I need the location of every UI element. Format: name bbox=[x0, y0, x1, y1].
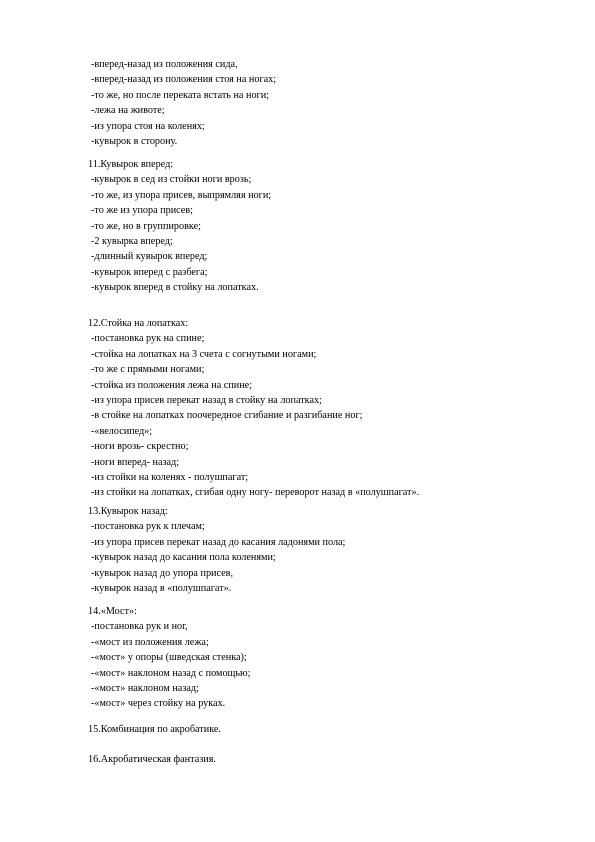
section-heading: 13.Кувырок назад: bbox=[88, 506, 168, 517]
list-item: -стойка из положения лежа на спине; bbox=[91, 379, 253, 391]
section-heading: 15.Комбинация по акробатике. bbox=[88, 724, 221, 735]
list-item: -стойка на лопатках на 3 счета с согнутыми ногами; bbox=[91, 348, 317, 360]
list-item: -«велосипед»; bbox=[91, 425, 153, 437]
list-item: -длинный кувырок вперед; bbox=[91, 251, 208, 263]
section-13 bbox=[88, 504, 568, 596]
list-item: -«мост» через стойку на руках. bbox=[91, 698, 226, 710]
list-item: -из упора стоя на коленях; bbox=[91, 120, 205, 132]
list-item: -«мост» наклоном назад с помощью; bbox=[91, 667, 251, 679]
section-14 bbox=[88, 604, 568, 712]
list-item: -то же, но в группировке; bbox=[91, 220, 201, 232]
list-item: -то же, из упора присев, выпрямляя ноги; bbox=[91, 189, 272, 201]
list-item: -из упора присев перекат назад в стойку на лопатках; bbox=[91, 394, 322, 406]
intro-list bbox=[88, 57, 568, 149]
list-item: -кувырок в сторону. bbox=[91, 135, 178, 147]
list-item: -вперед-назад из положения стоя на ногах; bbox=[91, 74, 277, 86]
section-15 bbox=[88, 722, 568, 737]
list-item: -кувырок назад до упора присев, bbox=[91, 567, 234, 579]
section-heading: 11.Кувырок вперед: bbox=[88, 159, 174, 170]
list-item: -из упора присев перекат назад до касания ладонями пола; bbox=[91, 536, 346, 548]
list-item: -из стойки на коленях - полушпагат; bbox=[91, 471, 249, 483]
list-item: -«мост» наклоном назад; bbox=[91, 682, 199, 694]
section-heading: 12.Стойка на лопатках: bbox=[88, 318, 189, 329]
section-16 bbox=[88, 752, 568, 767]
list-item: -кувырок вперед с разбега; bbox=[91, 266, 208, 278]
section-heading: 16.Акробатическая фантазия. bbox=[88, 754, 216, 765]
section-12 bbox=[88, 316, 568, 501]
list-item: -«мост из положения лежа; bbox=[91, 636, 209, 648]
list-item: -то же с прямыми ногами; bbox=[91, 364, 205, 376]
list-item: -2 кувырка вперед; bbox=[91, 235, 173, 247]
list-item: -лежа на животе; bbox=[91, 105, 165, 117]
list-item: -постановка рук на спине; bbox=[91, 333, 205, 345]
list-item: -«мост» у опоры (шведская стенка); bbox=[91, 652, 247, 664]
list-item: -кувырок назад до касания пола коленями; bbox=[91, 552, 276, 564]
list-item: -в стойке на лопатках поочередное сгибание и разгибание ног; bbox=[91, 410, 363, 422]
list-item: -кувырок в сед из стойки ноги врозь; bbox=[91, 174, 252, 186]
list-item: -ноги врозь- скрестно; bbox=[91, 441, 189, 453]
list-item: -то же, но после переката встать на ноги; bbox=[91, 89, 270, 101]
section-heading: 14.«Мост»: bbox=[88, 606, 137, 617]
list-item: -из стойки на лопатках, сгибая одну ногу- переворот назад в «полушпагат». bbox=[91, 487, 420, 499]
list-item: -кувырок назад в «полушпагат». bbox=[91, 582, 232, 594]
list-item: -ноги вперед- назад; bbox=[91, 456, 180, 468]
list-item: -постановка рук к плечам; bbox=[91, 521, 205, 533]
section-11 bbox=[88, 157, 568, 296]
list-item: -кувырок вперед в стойку на лопатках. bbox=[91, 282, 259, 294]
list-item: -постановка рук и ног, bbox=[91, 621, 188, 633]
list-item: -то же из упора присев; bbox=[91, 205, 193, 217]
list-item: -вперед-назад из положения сида, bbox=[91, 59, 238, 70]
